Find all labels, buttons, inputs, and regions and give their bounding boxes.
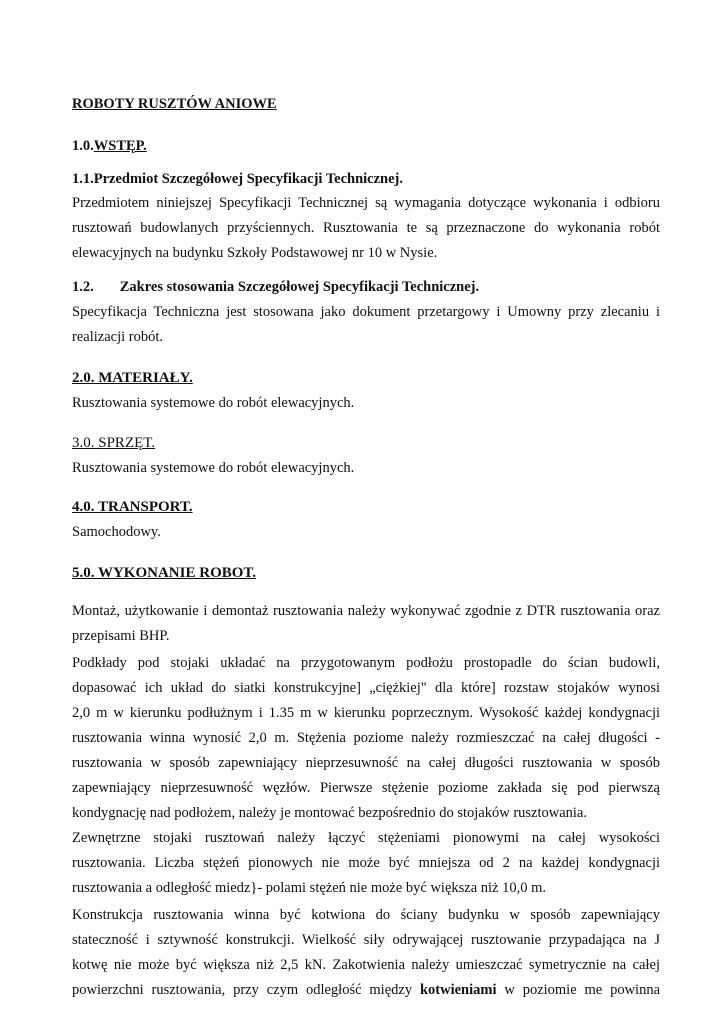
section-4-text: Samochodowy. bbox=[72, 524, 161, 540]
section-5-paragraph-4-line: stateczność i sztywność konstrukcji. Wielkość siły odrywającej rusztowanie przypadająca na J bbox=[72, 932, 660, 948]
section-5-paragraph-2-line: kondygnację nad podłożem, należy je montować bezpośrednio do stojaków rusztowania. bbox=[72, 805, 587, 821]
section-5-heading: 5.0. WYKONANIE ROBOT. bbox=[72, 565, 257, 581]
section-5-paragraph-4-line: Konstrukcja rusztowania winna być kotwiona do ściany budynku w sposób zapewniający bbox=[72, 907, 660, 923]
section-5-paragraph-2-line: zapewniający nieprzesuwność węzłów. Pierwsze stężenie poziome zakłada się pod pierwszą bbox=[72, 780, 660, 796]
section-1-2-line: realizacji robót. bbox=[72, 329, 163, 345]
section-1-1-line: Przedmiotem niniejszej Specyfikacji Technicznej są wymagania dotyczące wykonania i odbioru bbox=[72, 195, 660, 211]
paragraph-4-last-line-end: w poziomie me powinna bbox=[504, 982, 661, 998]
section-5-paragraph-3-line: rusztowania a odległość miedz}- polami stężeń nie może być większa niż 10,0 m. bbox=[72, 880, 547, 896]
section-5-paragraph-3-line: rusztowania. Liczba stężeń pionowych nie może być mniejsza od 2 na każdej kondygnacji bbox=[72, 855, 660, 871]
section-5-paragraph-2-line: rusztowania w sposób zapewniający nieprzesuwność na całej długości rusztowania w sposób bbox=[72, 755, 660, 771]
section-2-text: Rusztowania systemowe do robót elewacyjnych. bbox=[72, 395, 355, 411]
section-2-heading: 2.0. MATERIAŁY. bbox=[72, 370, 193, 386]
paragraph-4-last-line-start: powierzchni rusztowania, przy czym odległość między bbox=[72, 982, 413, 998]
section-5-paragraph-1-line: przepisami BHP. bbox=[72, 628, 170, 644]
section-1-2-heading bbox=[72, 278, 479, 296]
section-5-paragraph-3-line: Zewnętrzne stojaki rusztowań należy łączyć stężeniami pionowymi na całej wysokości bbox=[72, 830, 660, 846]
section-1-heading bbox=[72, 137, 147, 155]
section-3-text: Rusztowania systemowe do robót elewacyjnych. bbox=[72, 460, 355, 476]
document-title: ROBOTY RUSZTÓW ANIOWE bbox=[72, 96, 277, 112]
section-1-number: 1.0. bbox=[72, 138, 94, 154]
section-1-1-line: elewacyjnych na budynku Szkoły Podstawowej nr 10 w Nysie. bbox=[72, 245, 438, 261]
section-1-2-number: 1.2. bbox=[72, 279, 94, 295]
section-5-paragraph-4-line bbox=[72, 981, 660, 999]
section-1-1-line: rusztowań budowlanych przyściennych. Rusztowania te są przeznaczone do wykonania robót bbox=[72, 220, 660, 236]
section-1-1-heading: 1.1.Przedmiot Szczegółowej Specyfikacji Technicznej. bbox=[72, 171, 404, 187]
section-5-paragraph-1-line: Montaż, użytkowanie i demontaż rusztowania należy wykonywać zgodnie z DTR rusztowania oraz bbox=[72, 603, 660, 619]
section-5-paragraph-2-line: 2,0 m w kierunku podłużnym i 1.35 m w kierunku poprzecznym. Wysokość każdej kondygnacji bbox=[72, 705, 660, 721]
section-5-paragraph-2-line: rusztowania winna wynosić 2,0 m. Stężenia poziome należy rozmieszczać na całej długości - bbox=[72, 730, 660, 746]
section-3-heading: 3.0. SPRZĘT. bbox=[72, 435, 156, 451]
section-5-paragraph-4-line: kotwę nie może być większa niż 2,5 kN. Zakotwienia należy umieszczać symetrycznie na całej bbox=[72, 957, 660, 973]
section-5-paragraph-2-line: dopasować ich układ do siatki konstrukcyjne] „ciężkiej" dla które] rozstaw stojaków wynosi bbox=[72, 680, 660, 696]
section-1-label: WSTĘP. bbox=[93, 138, 147, 154]
section-4-heading: 4.0. TRANSPORT. bbox=[72, 499, 193, 515]
section-1-2-line: Specyfikacja Techniczna jest stosowana jako dokument przetargowy i Umowny przy zlecaniu i bbox=[72, 304, 660, 320]
kotwieniami-bold-word: kotwieniami bbox=[419, 982, 497, 998]
section-5-paragraph-2-line: Podkłady pod stojaki układać na przygotowanym podłożu prostopadle do ścian budowli, bbox=[72, 655, 660, 671]
section-1-2-title: Zakres stosowania Szczegółowej Specyfikacji Technicznej. bbox=[119, 279, 480, 295]
